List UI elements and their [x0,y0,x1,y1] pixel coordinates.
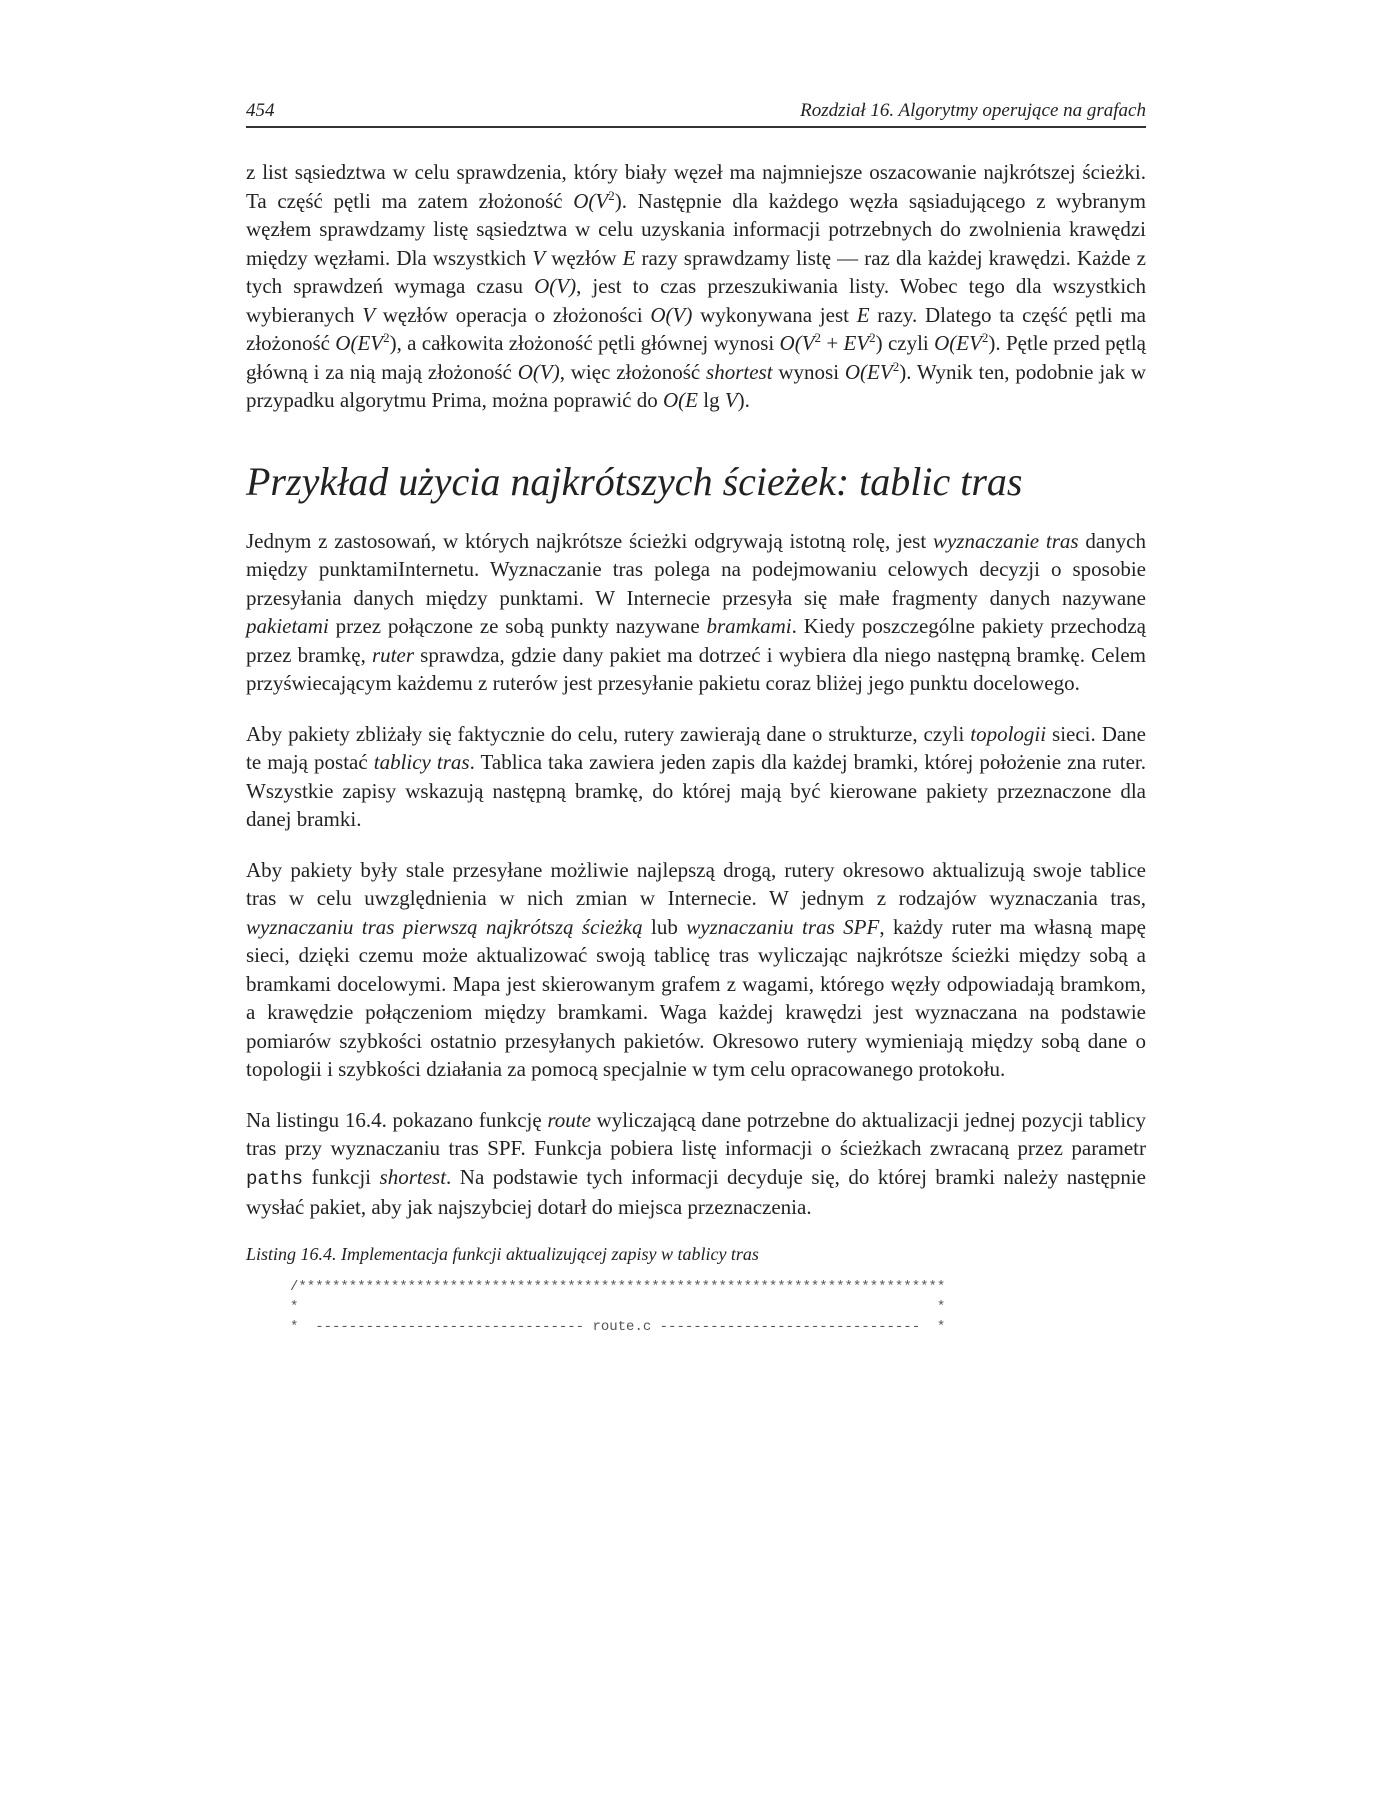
code-line: * * [290,1298,946,1315]
paragraph-topology: Aby pakiety zbliżały się faktycznie do celu, rutery zawierają dane o strukturze, czyli topologii sieci. Dane te mają postać tablicy tras. Tablica taka zawiera jeden zapis dla każdej bramki, której położenie zna ruter. Wszystkie zapisy wskazują następną bramkę, do której mają być kierowane pakiety przeznaczone dla danej bramki. [246,721,1147,831]
paragraph-listing-intro: Na listingu 16.4. pokazano funkcję route wyliczającą dane potrzebne do aktualizacji jednej pozycji tablicy tras przy wyznaczaniu tras SPF. Funkcja pobiera listę informacji o ścieżkach zwracaną przez parametr paths funkcji shortest. Na podstawie tych informacji decyduje się, do której bramki należy następnie wysłać pakiet, aby jak najszybciej dotarł do miejsca przeznaczenia. [246,1107,1147,1219]
page-content [246,158,1146,1337]
code-line: * -------------------------------- route.c ------------------------------- * [290,1318,946,1335]
paragraph-complexity: z list sąsiedztwa w celu sprawdzenia, który biały węzeł ma najmniejsze oszacowanie najkrótszej ścieżki. Ta część pętli ma zatem złożoność $O(V^2)$. Następnie dla każdego węzła sąsiadującego z wybranym węzłem sprawdzamy listę sąsiedztwa w celu uzyskania informacji potrzebnych do zwolnienia krawędzi między węzłami. Dla wszystkich V węzłów E razy sprawdzamy listę — raz dla każdej krawędzi. Każde z tych sprawdzeń wymaga czasu O(V), jest to czas przeszukiwania listy. Wobec tego dla wszystkich wybieranych V węzłów operacja o złożoności O(V) wykonywana jest E razy. Dlatego ta część pętli ma złożoność $O(EV^2)$, a całkowita złożoność pętli głównej wynosi $O(V^2 + EV^2)$ czyli $O(EV^2)$. Pętle przed pętlą główną i za nią mają złożoność O(V), więc złożoność shortest wynosi $O(EV^2)$. Wynik ten, podobnie jak w przypadku algorytmu Prima, można poprawić do O(E lg V). [246,160,1146,412]
code-line: /***************************************************************************** [290,1278,946,1295]
page-number: 454 [246,100,275,121]
running-title: Rozdział 16. Algorytmy operujące na grafach [800,100,1146,121]
page-header [246,96,1146,128]
section-heading: Przykład użycia najkrótszych ścieżek: tablic tras [246,458,1023,504]
listing-caption: Listing 16.4. Implementacja funkcji aktualizującej zapisy w tablicy tras [246,1243,759,1264]
paragraph-spf: Aby pakiety były stale przesyłane możliwie najlepszą drogą, rutery okresowo aktualizują swoje tablice tras w celu uwzględnienia w nich zmian w Internecie. W jednym z rodzajów wyznaczania tras, wyznaczaniu tras pierwszą najkrótszą ścieżką lub wyznaczaniu tras SPF, każdy ruter ma własną mapę sieci, dzięki czemu może aktualizować swoją tablicę tras wyliczając najkrótsze ścieżki między sobą a bramkami docelowymi. Mapa jest skierowanym grafem z wagami, którego węzły odpowiadają bramkom, a krawędzie połączeniom między bramkami. Waga każdej krawędzi jest wyznaczana na podstawie pomiarów szybkości ostatnio przesyłanych pakietów. Okresowo rutery wymieniają między sobą dane o topologii i szybkości działania za pomocą specjalnie w tym celu opracowanego protokołu. [246,857,1146,1081]
paragraph-routing-intro: Jednym z zastosowań, w których najkrótsze ścieżki odgrywają istotną rolę, jest wyznaczanie tras danych między punktamiInternetu. Wyznaczanie tras polega na podejmowaniu celowych decyzji o sposobie przesyłania danych między punktami. W Internecie przesyła się małe fragmenty danych nazywane pakietami przez połączone ze sobą punkty nazywane bramkami. Kiedy poszczególne pakiety przechodzą przez bramkę, ruter sprawdza, gdzie dany pakiet ma dotrzeć i wybiera dla niego następną bramkę. Celem przyświecającym każdemu z ruterów jest przesyłanie pakietu coraz bliżej jego punktu docelowego. [246,528,1147,695]
code-listing [290,1277,1146,1337]
